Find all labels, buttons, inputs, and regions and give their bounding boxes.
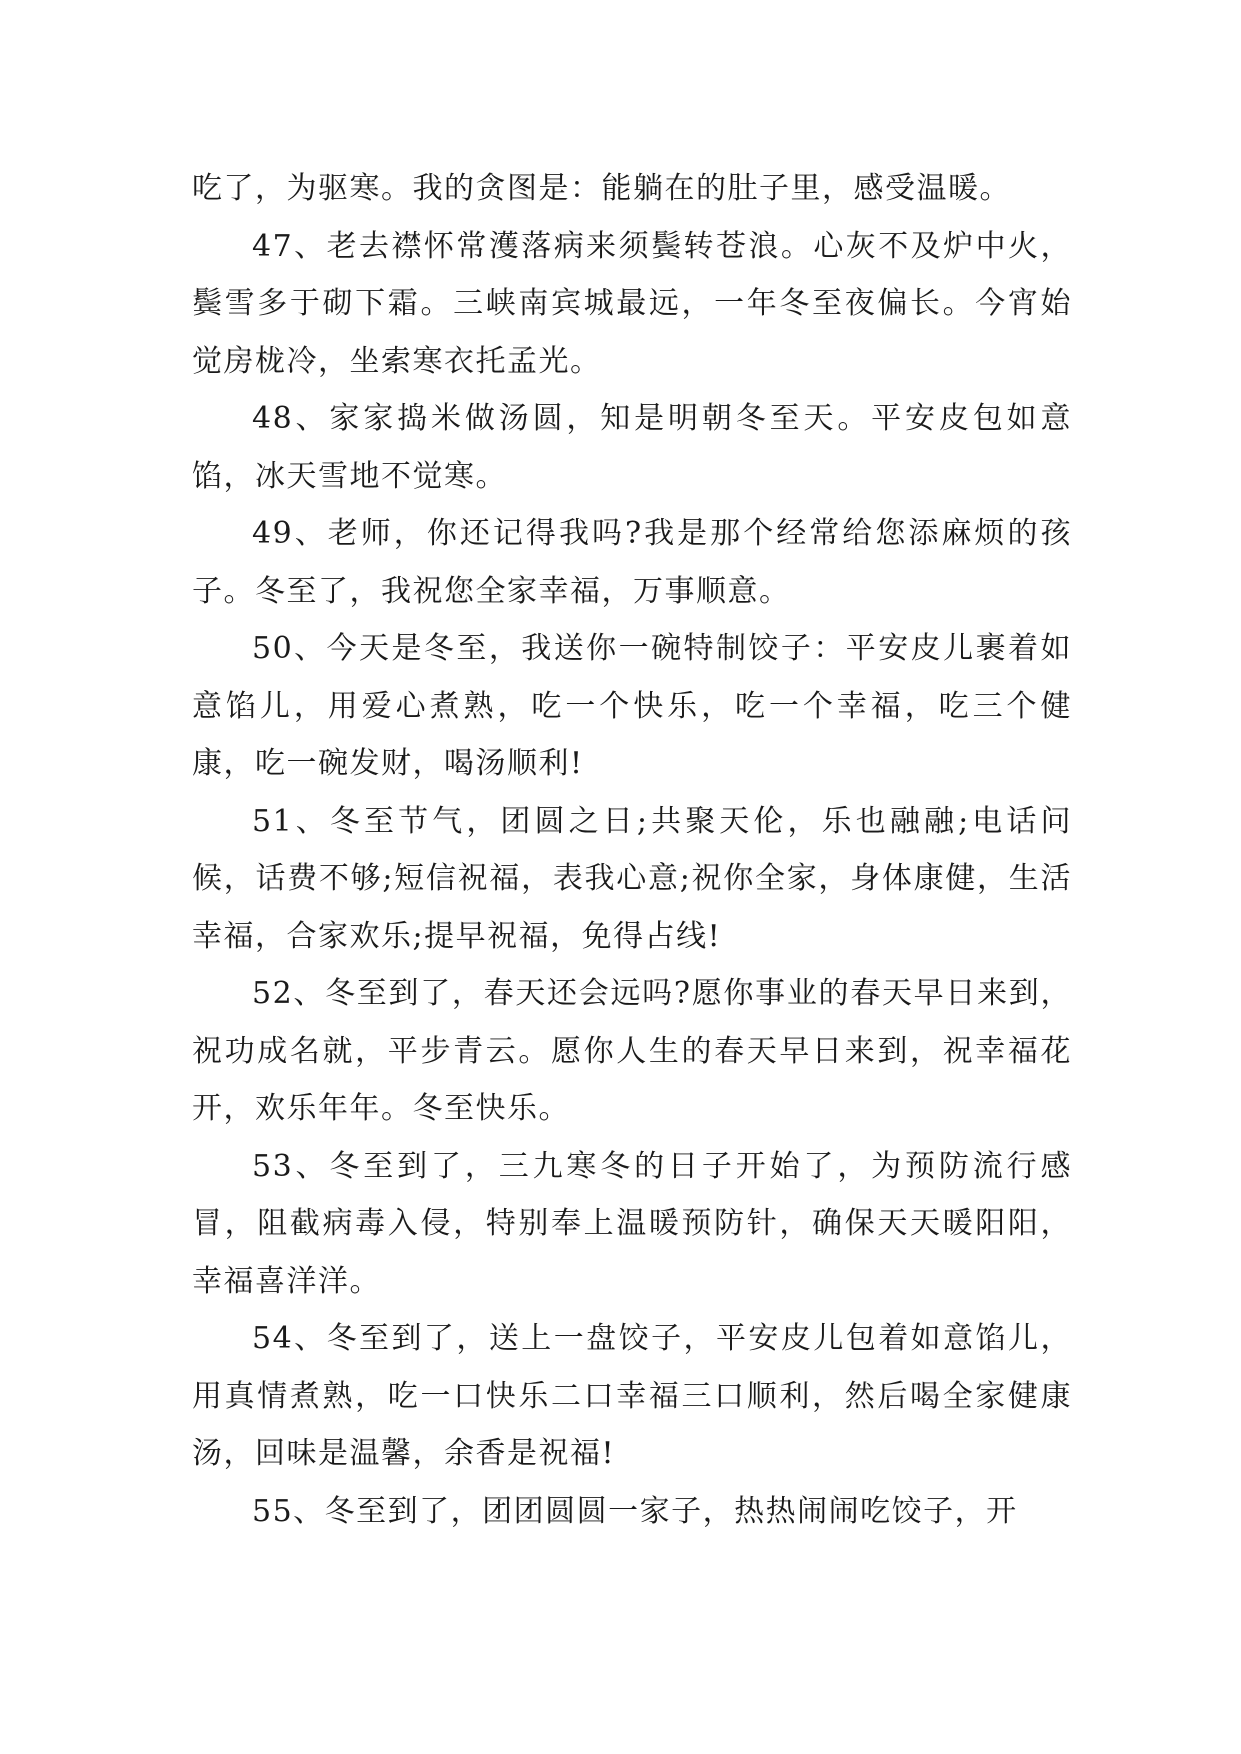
paragraph-51: 51、冬至节气，团圆之日;共聚天伦，乐也融融;电话问候，话费不够;短信祝福，表我心意;祝你全家，身体康健，生活幸福，合家欢乐;提早祝福，免得占线! bbox=[192, 803, 1072, 954]
paragraph-49: 49、老师，你还记得我吗?我是那个经常给您添麻烦的孩子。冬至了，我祝您全家幸福，万事顺意。 bbox=[192, 516, 1072, 609]
paragraph-53: 53、冬至到了，三九寒冬的日子开始了，为预防流行感冒，阻截病毒入侵，特别奉上温暖预防针，确保天天暖阳阳，幸福喜洋洋。 bbox=[192, 1148, 1072, 1299]
paragraph-52: 52、冬至到了，春天还会远吗?愿你事业的春天早日来到，祝功成名就，平步青云。愿你人生的春天早日来到，祝幸福花开，欢乐年年。冬至快乐。 bbox=[192, 976, 1072, 1126]
paragraph-47: 47、老去襟怀常濩落病来须鬓转苍浪。心灰不及炉中火，鬓雪多于砌下霜。三峡南宾城最远，一年冬至夜偏长。今宵始觉房栊冷，坐索寒衣托孟光。 bbox=[192, 228, 1072, 379]
paragraph-54: 54、冬至到了，送上一盘饺子，平安皮儿包着如意馅儿，用真情煮熟，吃一口快乐二口幸福三口顺利，然后喝全家健康汤，回味是温馨，余香是祝福! bbox=[192, 1321, 1072, 1471]
paragraph-50: 50、今天是冬至，我送你一碗特制饺子：平安皮儿裹着如意馅儿，用爱心煮熟，吃一个快乐，吃一个幸福，吃三个健康，吃一碗发财，喝汤顺利! bbox=[192, 631, 1072, 781]
paragraph-48: 48、家家捣米做汤圆，知是明朝冬至天。平安皮包如意馅，冰天雪地不觉寒。 bbox=[192, 401, 1072, 494]
document-page bbox=[192, 160, 1072, 1540]
paragraph-55: 55、冬至到了，团团圆圆一家子，热热闹闹吃饺子，开 bbox=[252, 1493, 1018, 1529]
paragraph-continued: 吃了，为驱寒。我的贪图是：能躺在的肚子里，感受温暖。 bbox=[192, 171, 1011, 206]
